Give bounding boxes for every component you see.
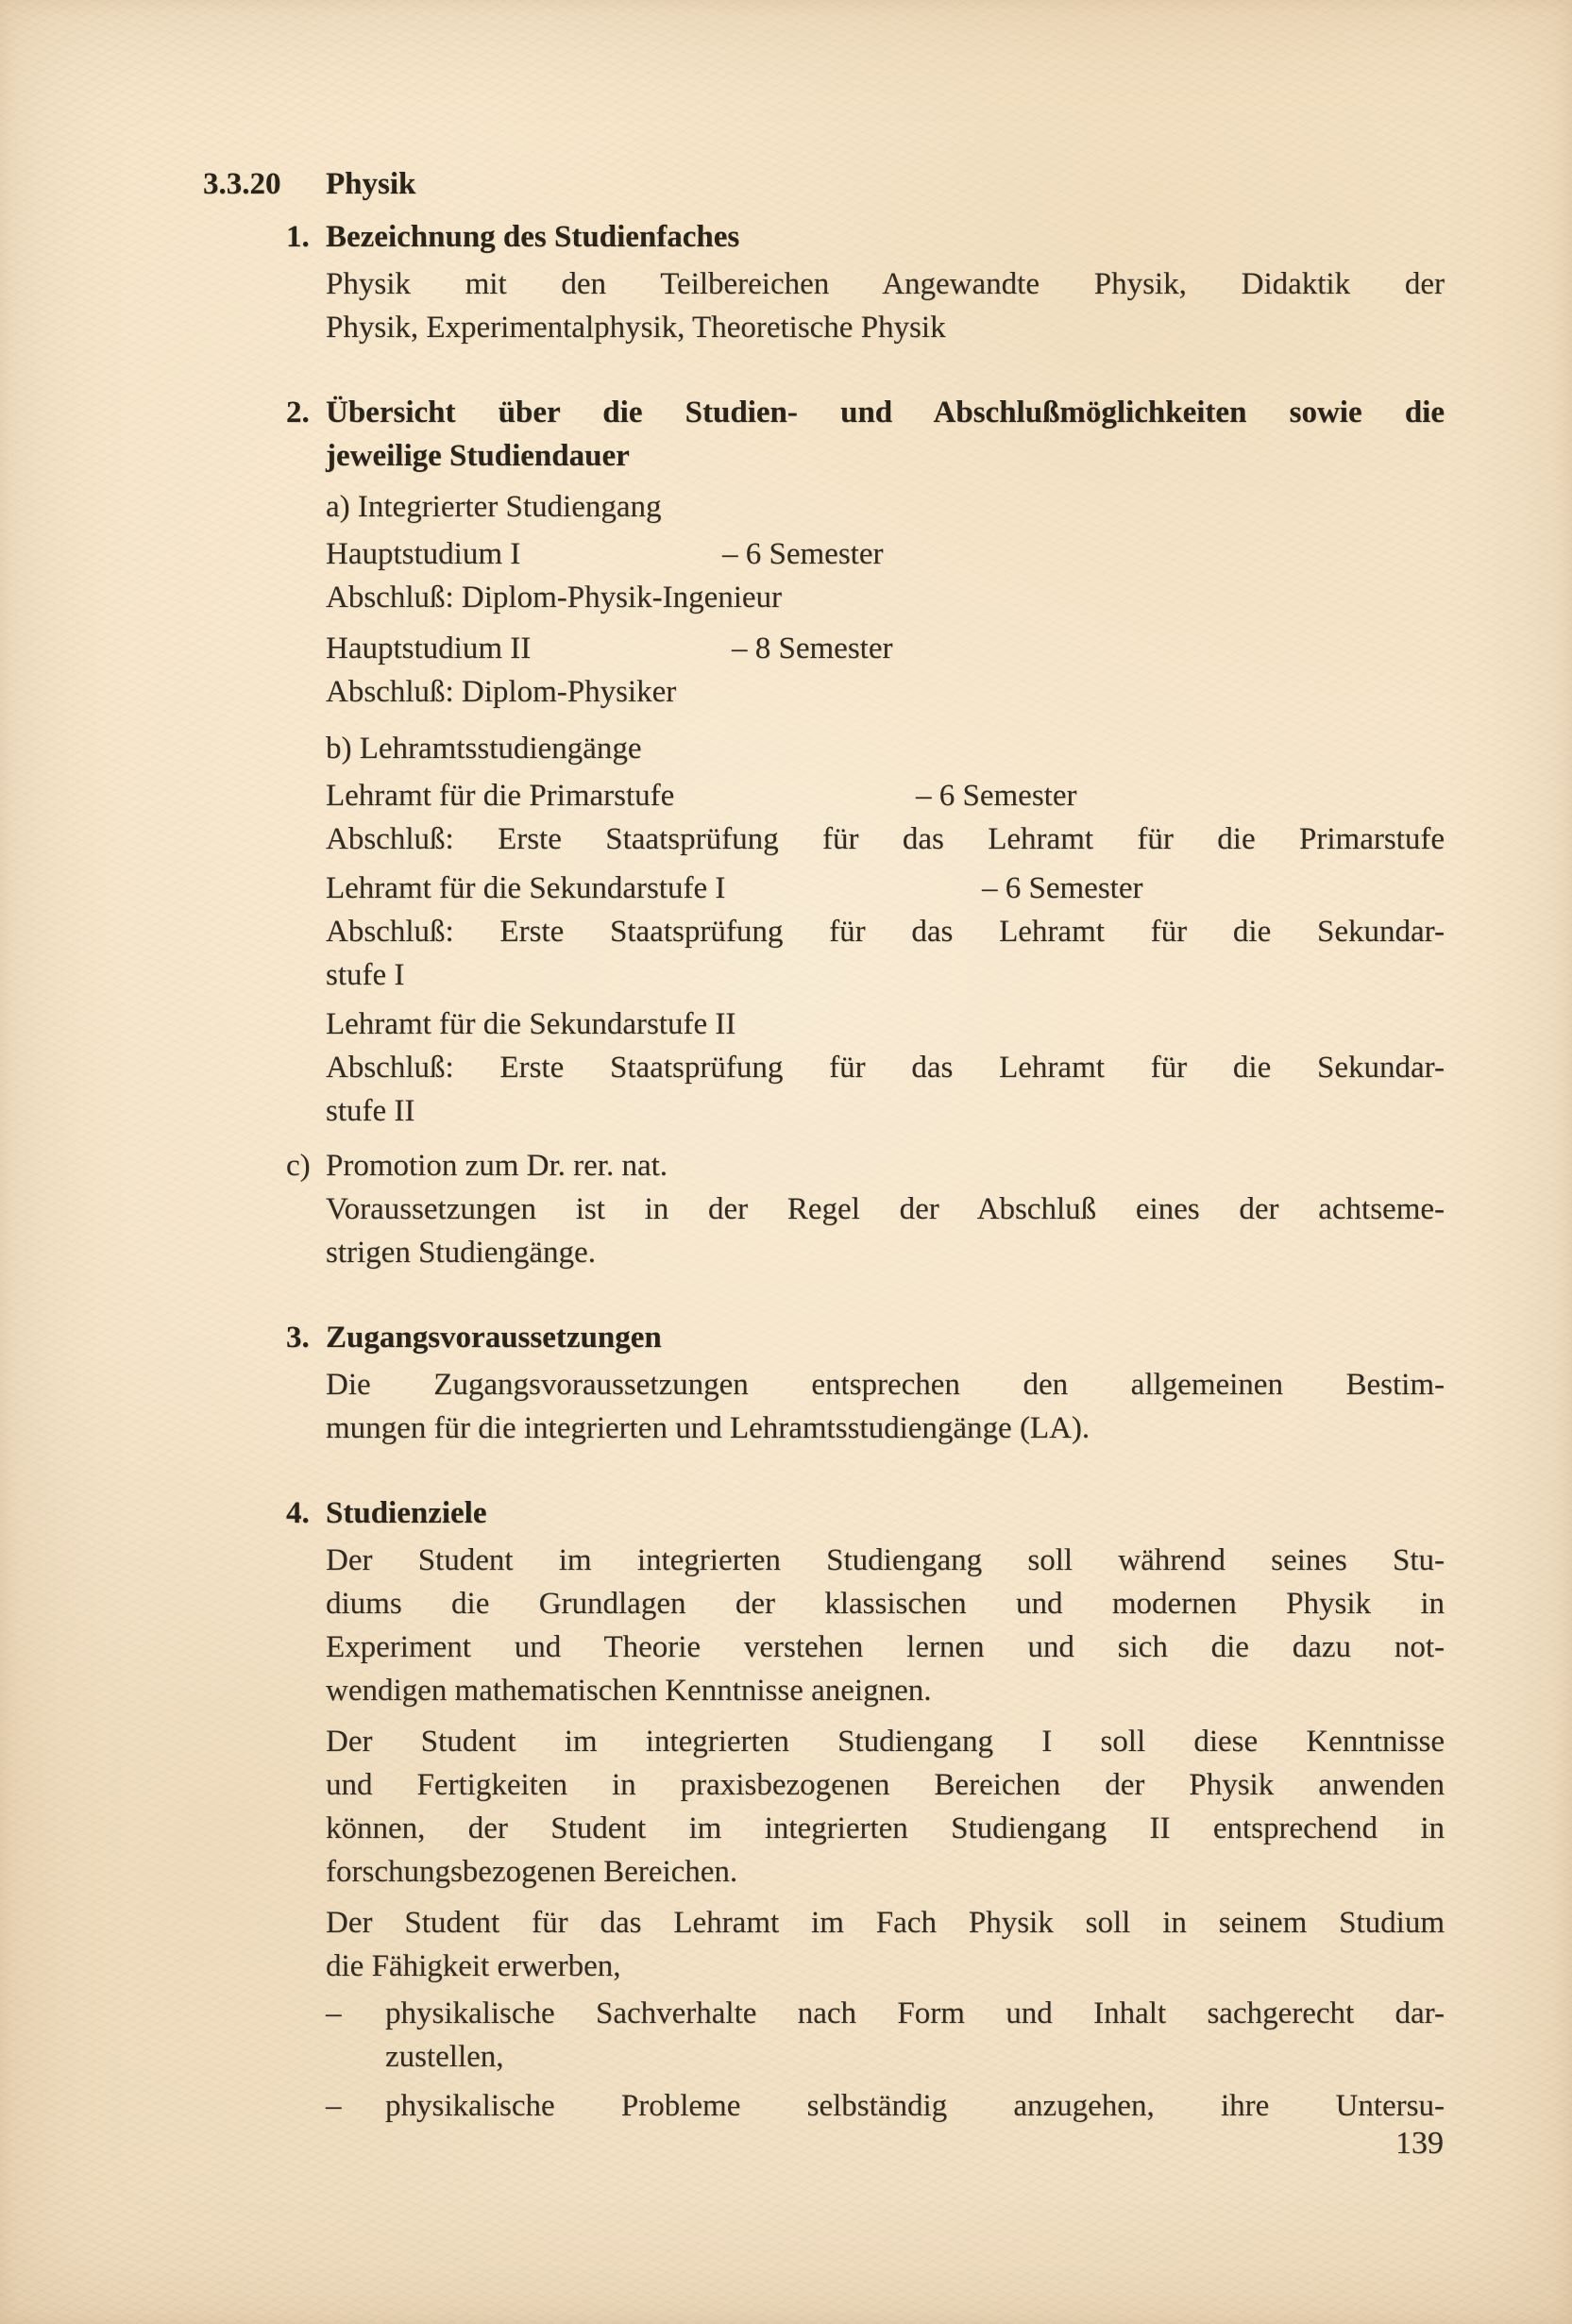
section-1-number: 1. xyxy=(286,220,310,254)
program-row xyxy=(326,774,1445,817)
chapter-title: Physik xyxy=(326,167,416,201)
paragraph xyxy=(326,1720,1445,1894)
sublist-c-marker: c) xyxy=(286,1149,311,1183)
text-line: physikalische Sachverhalte nach Form und Inhalt sachgerecht dar- xyxy=(385,1996,1445,2030)
page-number: 139 xyxy=(1395,2126,1444,2161)
chapter-number: 3.3.20 xyxy=(203,167,281,201)
section-2-number: 2. xyxy=(286,396,310,429)
text-line: Der Student im integrierten Studiengang soll während seines Stu- xyxy=(326,1543,1445,1577)
text-line: Der Student für das Lehramt im Fach Physik soll in seinem Studium xyxy=(326,1906,1445,1940)
text-line: Der Student im integrierten Studiengang I soll diese Kenntnisse xyxy=(326,1725,1445,1759)
program-name: Lehramt für die Primarstufe xyxy=(326,779,675,813)
program-row xyxy=(326,867,1445,910)
program-group xyxy=(326,627,1445,714)
sublist-c-body xyxy=(326,1144,1445,1274)
program-duration: – 8 Semester xyxy=(732,632,893,665)
section-studienziele xyxy=(203,1491,1445,2128)
sublist-a-label: a) Integrierter Studiengang xyxy=(326,490,662,524)
section-4-heading xyxy=(203,1491,1445,1535)
section-4-title: Studienziele xyxy=(326,1496,487,1530)
text-line: und Fertigkeiten in praxisbezogenen Bereichen der Physik anwenden xyxy=(326,1768,1445,1802)
degree-line: Abschluß: Erste Staatsprüfung für das Lehramt für die Primarstufe xyxy=(326,822,1445,856)
text-line: Physik mit den Teilbereichen Angewandte Physik, Didaktik der xyxy=(326,267,1445,301)
program-name: Hauptstudium I xyxy=(326,537,521,571)
text-line: strigen Studiengänge. xyxy=(326,1236,596,1270)
program-name: Hauptstudium II xyxy=(326,632,532,665)
program-duration: – 6 Semester xyxy=(722,537,884,571)
section-3-heading xyxy=(203,1316,1445,1359)
program-row xyxy=(326,1002,1445,1046)
degree-line: stufe II xyxy=(326,1094,415,1128)
bullet-item xyxy=(326,2084,1445,2128)
text-line: Physik, Experimentalphysik, Theoretische Physik xyxy=(326,311,946,345)
degree-line: Abschluß: Erste Staatsprüfung für das Lehramt für die Sekundar- xyxy=(326,1051,1445,1085)
section-zugang xyxy=(203,1316,1445,1450)
bullet-body xyxy=(385,2084,1445,2128)
sublist-c xyxy=(203,1144,1445,1274)
text-line: Die Zugangsvoraussetzungen entsprechen den allgemeinen Bestim- xyxy=(326,1368,1445,1402)
text-line: Promotion zum Dr. rer. nat. xyxy=(326,1149,668,1183)
dash-bullet-marker: – xyxy=(326,1996,342,2030)
text-line: physikalische Probleme selbständig anzugehen, ihre Untersu- xyxy=(385,2089,1445,2123)
section-uebersicht xyxy=(203,391,1445,1274)
section-3-title: Zugangsvoraussetzungen xyxy=(326,1321,662,1355)
section-2-heading xyxy=(203,391,1445,478)
paragraph xyxy=(326,1901,1445,1988)
program-group xyxy=(326,867,1445,997)
degree-line: Abschluß: Diplom-Physiker xyxy=(326,675,677,709)
sublist-b-label: b) Lehramtsstudiengänge xyxy=(326,732,642,766)
section-3-number: 3. xyxy=(286,1321,310,1355)
program-name: Lehramt für die Sekundarstufe I xyxy=(326,871,726,905)
program-row xyxy=(326,627,1445,670)
dash-bullet-marker: – xyxy=(326,2089,342,2123)
section-1-title: Bezeichnung des Studienfaches xyxy=(326,220,740,254)
text-line: die Fähigkeit erwerben, xyxy=(326,1949,621,1983)
bullet-list xyxy=(326,1992,1445,2128)
section-4-number: 4. xyxy=(286,1496,310,1530)
section-bezeichnung xyxy=(203,215,1445,349)
program-row xyxy=(326,532,1445,576)
degree-line: stufe I xyxy=(326,958,405,992)
paragraph xyxy=(326,1539,1445,1712)
program-group xyxy=(326,532,1445,619)
section-3-body xyxy=(326,1363,1445,1450)
text-line: zustellen, xyxy=(385,2040,504,2074)
text-line: diums die Grundlagen der klassischen und modernen Physik in xyxy=(326,1587,1445,1621)
text-line: Experiment und Theorie verstehen lernen und sich die dazu not- xyxy=(326,1630,1445,1664)
chapter-heading xyxy=(203,162,1445,206)
program-duration: – 6 Semester xyxy=(916,779,1077,813)
program-name: Lehramt für die Sekundarstufe II xyxy=(326,1007,736,1041)
text-line: jeweilige Studiendauer xyxy=(326,439,630,473)
section-2-title xyxy=(326,391,1445,478)
text-line: Übersicht über die Studien- und Abschlußmöglichkeiten sowie die xyxy=(326,396,1445,429)
program-group xyxy=(326,774,1445,861)
text-line: mungen für die integrierten und Lehramtsstudiengänge (LA). xyxy=(326,1411,1090,1445)
text-line: können, der Student im integrierten Studiengang II entsprechend in xyxy=(326,1811,1445,1845)
bullet-body xyxy=(385,1992,1445,2079)
text-line: forschungsbezogenen Bereichen. xyxy=(326,1855,738,1889)
degree-line: Abschluß: Erste Staatsprüfung für das Lehramt für die Sekundar- xyxy=(326,915,1445,949)
program-duration: – 6 Semester xyxy=(982,871,1143,905)
section-1-heading xyxy=(203,215,1445,259)
section-1-body xyxy=(326,262,1445,349)
bullet-item xyxy=(326,1992,1445,2079)
program-group xyxy=(326,1002,1445,1133)
text-line: wendigen mathematischen Kenntnisse aneignen. xyxy=(326,1674,932,1708)
text-line: Voraussetzungen ist in der Regel der Abschluß eines der achtseme- xyxy=(326,1192,1445,1226)
degree-line: Abschluß: Diplom-Physik-Ingenieur xyxy=(326,581,783,615)
